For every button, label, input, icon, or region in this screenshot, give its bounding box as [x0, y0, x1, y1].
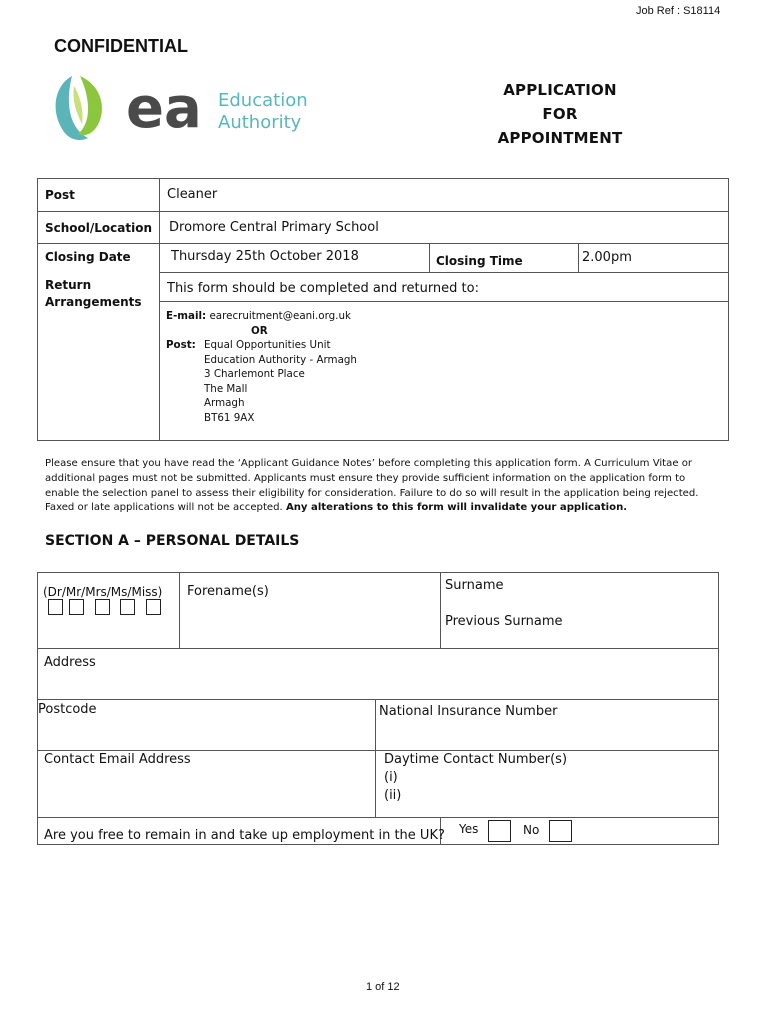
closing-date-label: Closing Date: [45, 250, 131, 264]
daytime-number-label: Daytime Contact Number(s): [384, 752, 568, 767]
address-line: The Mall: [204, 382, 248, 395]
yes-label: Yes: [459, 822, 479, 836]
school-label: School/Location: [45, 221, 153, 235]
post-address-label: Post:: [166, 339, 196, 351]
postcode-label: Postcode: [38, 702, 97, 717]
title-checkbox-mrs[interactable]: [95, 599, 110, 615]
return-label-2: Arrangements: [45, 295, 142, 309]
email-address: earecruitment@eani.org.uk: [209, 310, 351, 322]
or-label: OR: [251, 325, 268, 337]
confidential-label: CONFIDENTIAL: [54, 36, 188, 56]
notice-text: Please ensure that you have read the ‘Applicant Guidance Notes’ before completing this application form. A Curriculum Vitae or additional pages must not be submitted. Applicants must ensure they provide sufficient information on the application form to enable the selection panel to assess their eligibility for consideration. Failure to do so will result in the application being rejected. Faxed or late applications will not be accepted.: [45, 458, 699, 514]
title-label: (Dr/Mr/Mrs/Ms/Miss): [43, 585, 163, 599]
no-label: No: [523, 823, 540, 837]
title-checkbox-mr[interactable]: [69, 599, 84, 615]
section-a-heading: SECTION A – PERSONAL DETAILS: [45, 533, 300, 549]
address-line: Armagh: [204, 397, 245, 410]
yes-checkbox[interactable]: [488, 820, 511, 842]
address-line: 3 Charlemont Place: [204, 368, 305, 381]
ni-number-label: National Insurance Number: [379, 704, 558, 719]
guidance-notice: [45, 457, 713, 516]
previous-surname-label: Previous Surname: [445, 614, 563, 629]
form-title-line-1: APPLICATION: [503, 81, 617, 99]
uk-employment-question: Are you free to remain in and take up employment in the UK?: [44, 828, 445, 843]
svg-text:Education: Education: [218, 90, 308, 111]
email-line: [166, 309, 351, 324]
svg-text:Authority: Authority: [218, 112, 302, 133]
title-checkbox-miss[interactable]: [146, 599, 161, 615]
job-reference: Job Ref : S18114: [636, 5, 721, 17]
closing-time-label: Closing Time: [436, 254, 523, 268]
education-authority-logo: [50, 72, 340, 144]
address-line: Education Authority - Armagh: [204, 353, 357, 366]
contact-email-label: Contact Email Address: [44, 752, 191, 767]
form-title-line-3: APPOINTMENT: [497, 129, 623, 147]
forename-label: Forename(s): [187, 584, 269, 599]
form-title: [480, 78, 640, 150]
title-checkbox-dr[interactable]: [48, 599, 63, 615]
surname-label: Surname: [445, 578, 504, 593]
page-number: 1 of 12: [366, 981, 400, 993]
school-value: Dromore Central Primary School: [169, 220, 379, 235]
postal-address: [204, 338, 357, 426]
no-checkbox[interactable]: [549, 820, 572, 842]
address-line: Equal Opportunities Unit: [204, 339, 331, 351]
form-title-line-2: FOR: [542, 105, 578, 123]
svg-text:ea: ea: [126, 76, 202, 141]
post-label: Post: [45, 188, 75, 202]
ea-logo-mark: [50, 72, 340, 144]
address-label: Address: [44, 655, 96, 670]
return-label-1: Return: [45, 278, 92, 292]
post-value: Cleaner: [167, 187, 218, 202]
notice-warning: Any alterations to this form will invalidate your application.: [285, 502, 628, 514]
closing-time-value: 2.00pm: [582, 250, 632, 265]
email-label: E-mail:: [166, 310, 207, 322]
return-intro: This form should be completed and returned to:: [167, 281, 479, 296]
closing-date-value: Thursday 25th October 2018: [171, 249, 359, 264]
address-line: BT61 9AX: [204, 411, 255, 424]
daytime-number-i: (i): [384, 770, 398, 785]
daytime-number-ii: (ii): [384, 788, 402, 803]
title-checkbox-ms[interactable]: [120, 599, 135, 615]
